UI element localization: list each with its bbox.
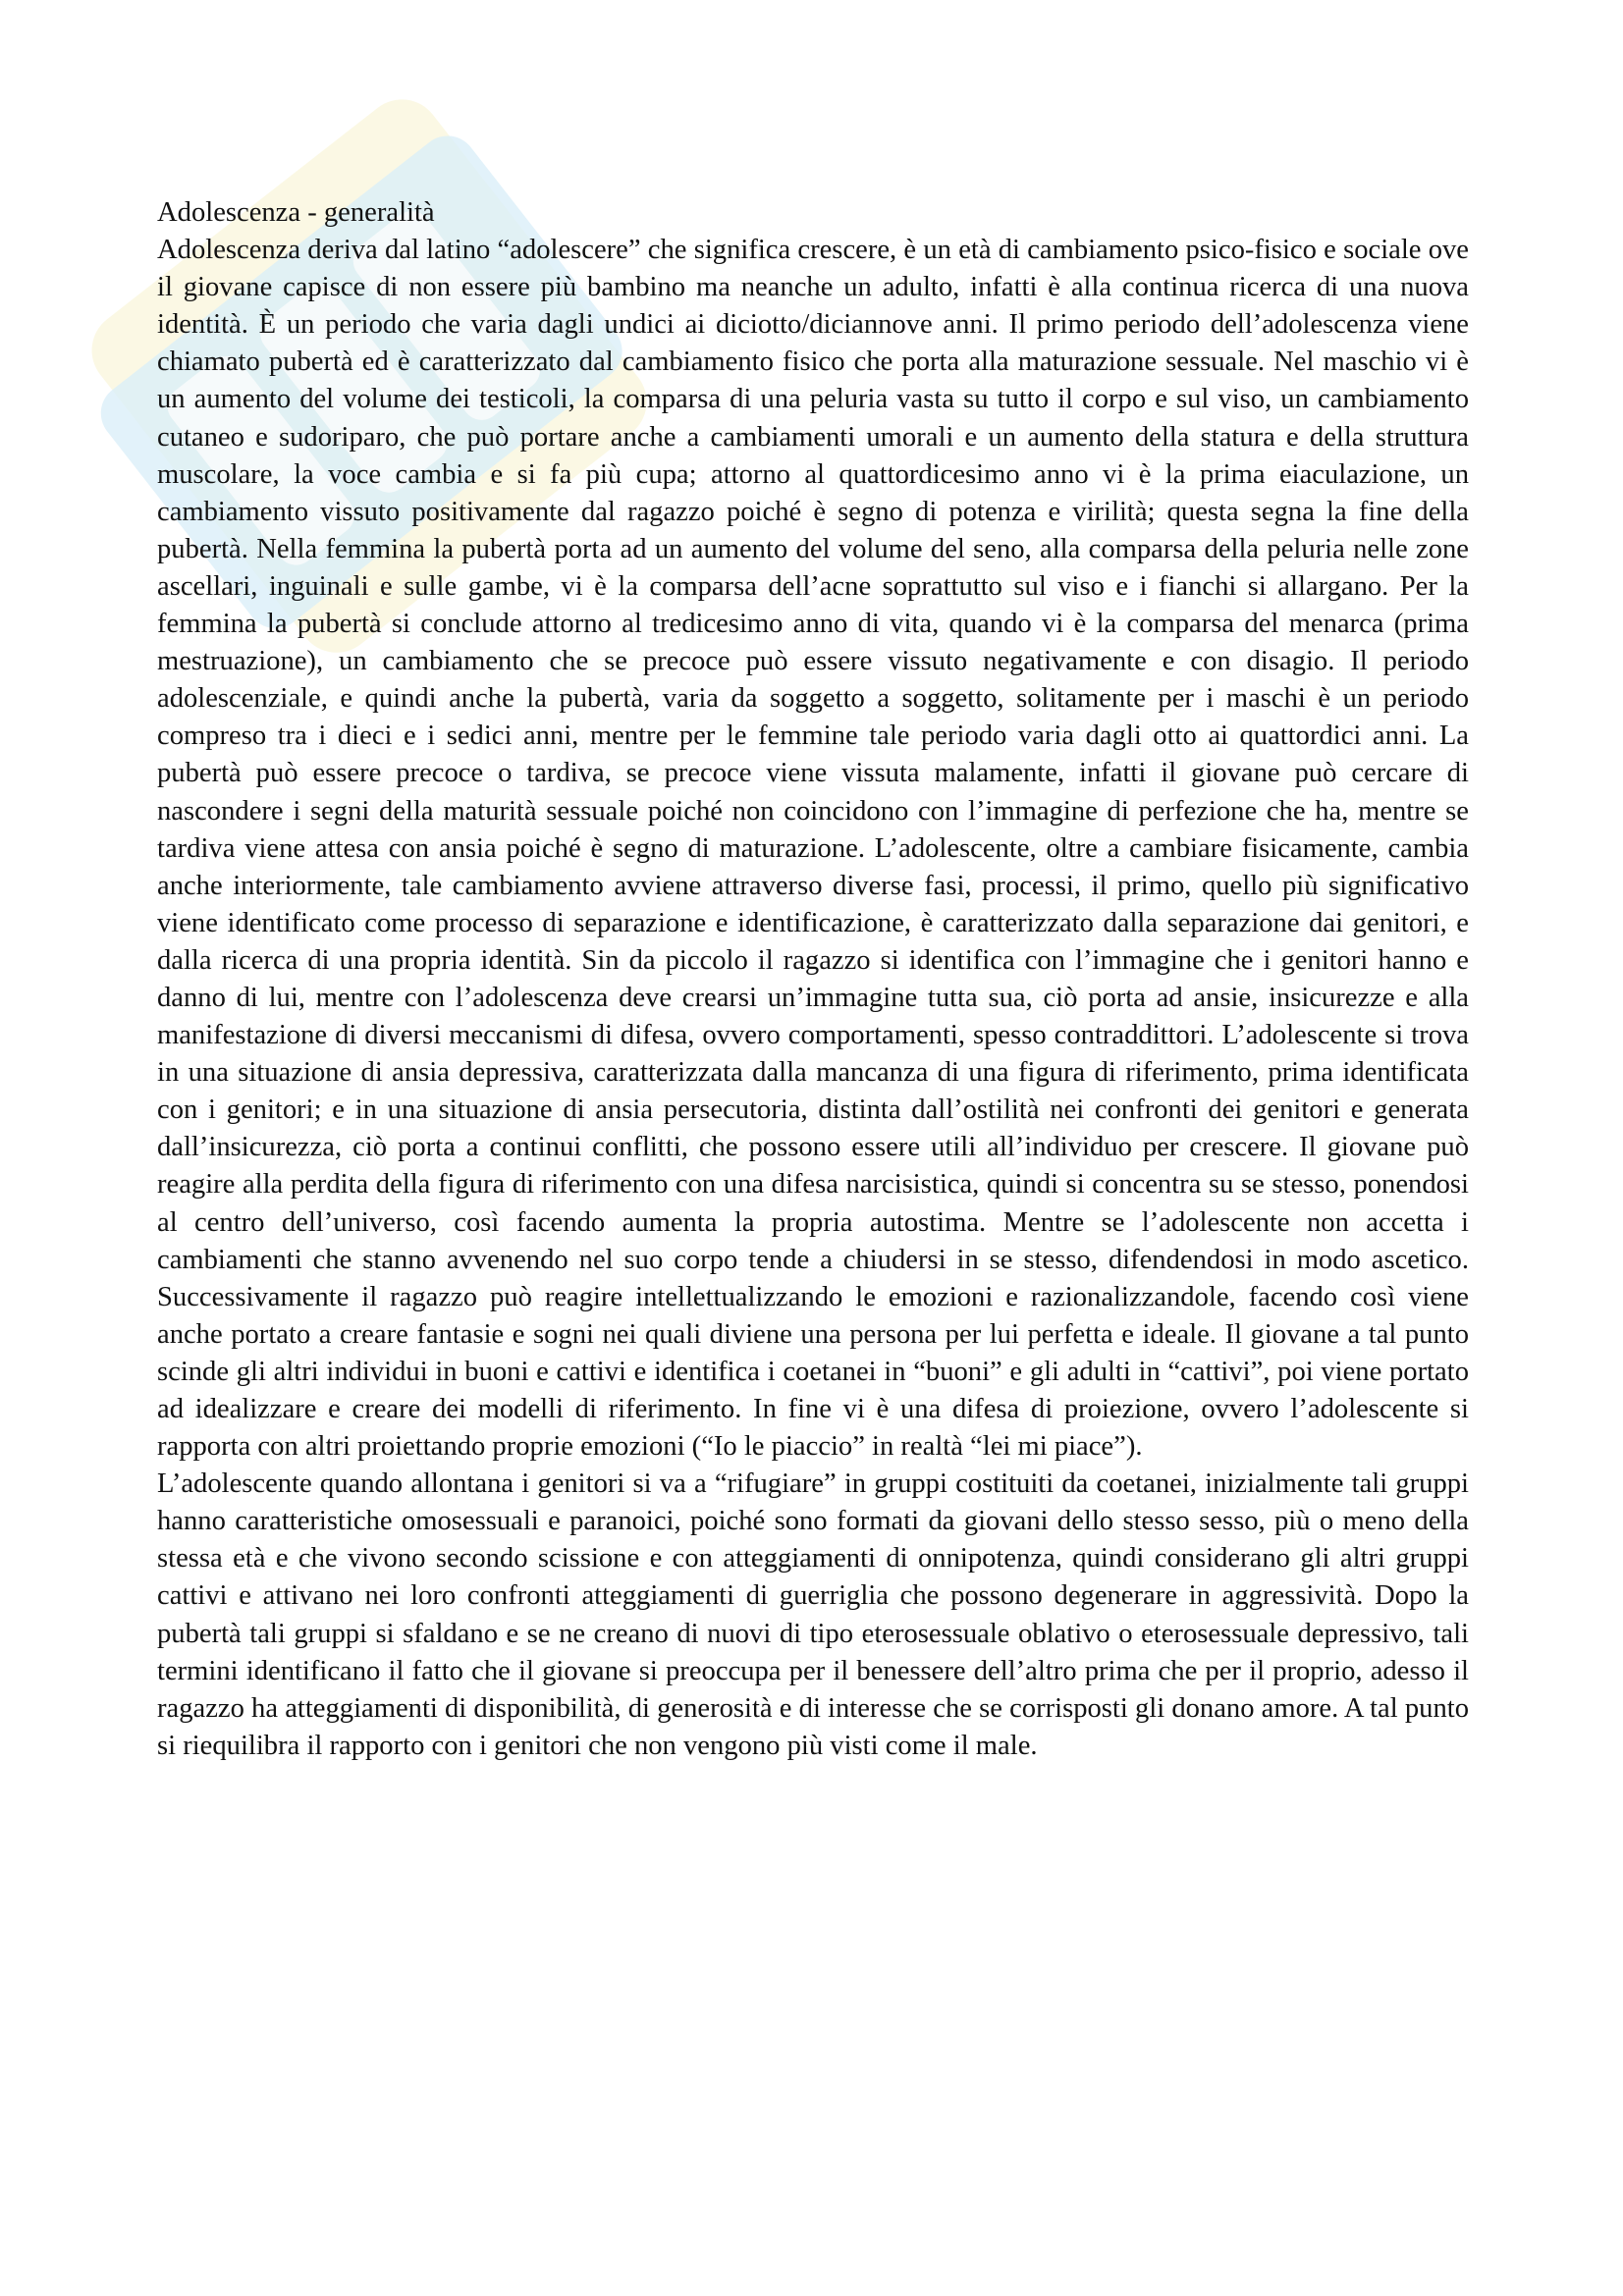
document-title: Adolescenza - generalità	[157, 197, 435, 228]
paragraph-2: L’adolescente quando allontana i genitori si va a “rifugiare” in gruppi costituiti da coetanei, inizialmente tali gruppi hanno caratteristiche omosessuali e paranoici, poiché sono formati da giovani dello stesso sesso, più o meno della stessa età e che vivono secondo scissione e con atteggiamenti di onnipotenza, quindi considerano gli altri gruppi cattivi e attivano nei loro confronti atteggiamenti di guerriglia che possono degenerare in aggressività. Dopo la pubertà tali gruppi si sfaldano e se ne creano di nuovi di tipo eterosessuale oblativo o eterosessuale depressivo, tali termini identificano il fatto che il giovane si preoccupa per il benessere dell’altro prima che per il proprio, adesso il ragazzo ha atteggiamenti di disponibilità, di generosità e di interesse che se corrisposti gli donano amore. A tal punto si riequilibra il rapporto con i genitori che non vengono più visti come il male.	[157, 1468, 1469, 1761]
paragraph-1: Adolescenza deriva dal latino “adolescere” che significa crescere, è un età di cambiamento psico-fisico e sociale ove il giovane capisce di non essere più bambino ma neanche un adulto, infatti è alla continua ricerca di una nuova identità. È un periodo che varia dagli undici ai diciotto/diciannove anni. Il primo periodo dell’adolescenza viene chiamato pubertà ed è caratterizzato dal cambiamento fisico che porta alla maturazione sessuale. Nel maschio vi è un aumento del volume dei testicoli, la comparsa di una peluria vasta su tutto il corpo e sul viso, un cambiamento cutaneo e sudoriparo, che può portare anche a cambiamenti umorali e un aumento della statura e della struttura muscolare, la voce cambia e si fa più cupa; attorno al quattordicesimo anno vi è la prima eiaculazione, un cambiamento vissuto positivamente dal ragazzo poiché è segno di potenza e virilità; questa segna la fine della pubertà. Nella femmina la pubertà porta ad un aumento del volume del seno, alla comparsa della peluria nelle zone ascellari, inguinali e sulle gambe, vi è la comparsa dell’acne soprattutto sul viso e i fianchi si allargano. Per la femmina la pubertà si conclude attorno al tredicesimo anno di vita, quando vi è la comparsa del menarca (prima mestruazione), un cambiamento che se precoce può essere vissuto negativamente e con disagio. Il periodo adolescenziale, e quindi anche la pubertà, varia da soggetto a soggetto, solitamente per i maschi è un periodo compreso tra i dieci e i sedici anni, mentre per le femmine tale periodo varia dagli otto ai quattordici anni. La pubertà può essere precoce o tardiva, se precoce viene vissuta malamente, infatti il giovane può cercare di nascondere i segni della maturità sessuale poiché non coincidono con l’immagine di perfezione che ha, mentre se tardiva viene attesa con ansia poiché è segno di maturazione. L’adolescente, oltre a cambiare fisicamente, cambia anche interiormente, tale cambiamento avviene attraverso diverse fasi, processi, il primo, quello più significativo viene identificato come processo di separazione e identificazione, è caratterizzato dalla separazione dai genitori, e dalla ricerca di una propria identità. Sin da piccolo il ragazzo si identifica con l’immagine che i genitori hanno e danno di lui, mentre con l’adolescenza deve crearsi un’immagine tutta sua, ciò porta ad ansie, insicurezze e alla manifestazione di diversi meccanismi di difesa, ovvero comportamenti, spesso contraddittori. L’adolescente si trova in una situazione di ansia depressiva, caratterizzata dalla mancanza di una figura di riferimento, prima identificata con i genitori; e in una situazione di ansia persecutoria, distinta dall’ostilità nei confronti dei genitori e generata dall’insicurezza, ciò porta a continui conflitti, che possono essere utili all’individuo per crescere. Il giovane può reagire alla perdita della figura di riferimento con una difesa narcisistica, quindi si concentra su se stesso, ponendosi al centro dell’universo, così facendo aumenta la propria autostima. Mentre se l’adolescente non accetta i cambiamenti che stanno avvenendo nel suo corpo tende a chiudersi in se stesso, difendendosi in modo ascetico. Successivamente il ragazzo può reagire intellettualizzando le emozioni e razionalizzandole, facendo così viene anche portato a creare fantasie e sogni nei quali diviene una persona per lui perfetta e ideale. Il giovane a tal punto scinde gli altri individui in buoni e cattivi e identifica i coetanei in “buoni” e gli adulti in “cattivi”, poi viene portato ad idealizzare e creare dei modelli di riferimento. In fine vi è una difesa di proiezione, ovvero l’adolescente si rapporta con altri proiettando proprie emozioni (“Io le piaccio” in realtà “lei mi piace”).	[157, 235, 1469, 1463]
document-body	[157, 194, 1469, 1765]
